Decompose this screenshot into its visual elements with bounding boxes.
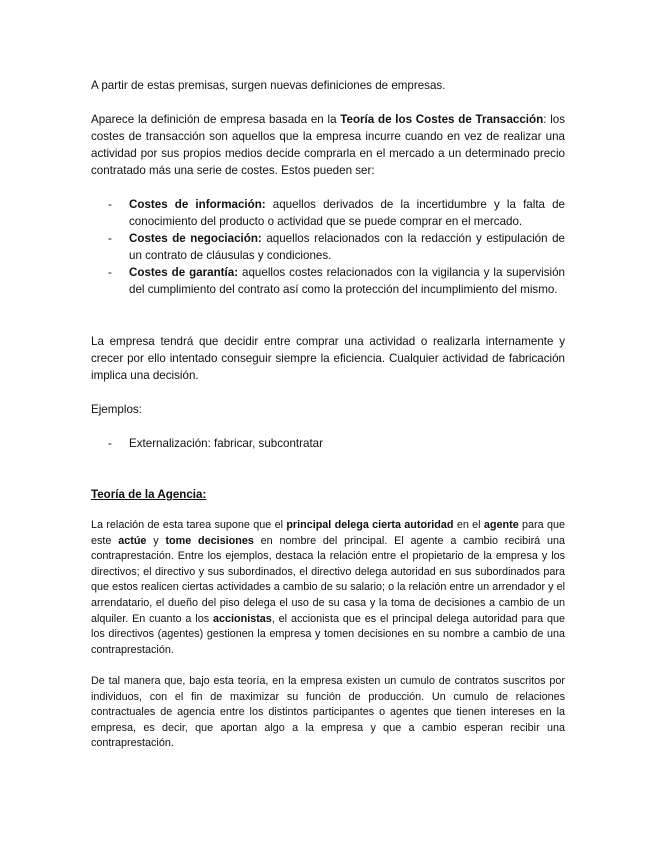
- agency-text: La relación de esta tarea supone que el: [91, 519, 287, 531]
- cost-description: aquellos derivados de la incertidumbre y la falta de conocimiento del producto o actividad que se puede comprar en el mercado.: [129, 198, 566, 228]
- agency-bold-term: accionistas: [212, 612, 272, 625]
- agency-bold-term: tome decisiones: [165, 534, 254, 547]
- list-bullet: -: [108, 232, 112, 245]
- intro-paragraph: A partir de estas premisas, surgen nuevas definiciones de empresas.: [91, 79, 446, 92]
- list-bullet: -: [108, 437, 112, 450]
- agency-text: en nombre del principal. El agente a cambio recibirá una contraprestación. Entre los ejemplos, destaca la relación entre el propietario de la empresa y los directivos; el directivo y sus subordinados, el directivo delega autoridad en sus subordinados para que estos realicen ciertas actividades a cambio de su salario; o la relación entre un arrendador y el arrendatario, el dueño del piso delega el uso de su casa y la toma de decisiones a cambio de un alquiler. En cuanto a los: [91, 534, 565, 625]
- decision-paragraph: La empresa tendrá que decidir entre comprar una actividad o realizarla internamente y crecer por ello intentado conseguir siempre la eficiencia. Cualquier actividad de fabricación implica una decisión.: [91, 335, 565, 382]
- final-paragraph: De tal manera que, bajo esta teoría, en la empresa existen un cumulo de contratos suscritos por individuos, con el fin de maximizar su función de producción. Un cumulo de relaciones contractuales de agencia entre los distintos participantes o agentes que tienen intereses en la empresa, es decir, que aportan algo a la empresa y que a cambio esperan recibir una contraprestación.: [91, 675, 565, 750]
- agency-text: , el accionista que es el principal delega autoridad para que los directivos (agentes) gestionen la empresa y tomen decisiones en su nombre a cambio de una contraprestación.: [91, 612, 565, 656]
- agency-text: y: [146, 534, 166, 547]
- transaction-costs-paragraph: [91, 111, 565, 179]
- cost-list-item-negotiation: [129, 230, 565, 264]
- cost-list-item-guarantee: [129, 264, 565, 298]
- agency-text: en el: [453, 519, 484, 531]
- list-bullet: -: [108, 198, 112, 211]
- agency-text: para que este: [91, 519, 565, 547]
- transaction-rest-text: : los costes de transacción son aquellos que la empresa incurre cuando en vez de realizar una actividad por sus propios medios decide comprarla en el mercado a un determinado precio contratado más una serie de costes. Estos pueden ser:: [91, 113, 566, 177]
- cost-description: aquellos costes relacionados con la vigilancia y la supervisión del cumplimiento del contrato así como la protección del incumplimiento del mismo.: [129, 266, 566, 296]
- cost-description: aquellos relacionados con la redacción y estipulación de un contrato de cláusulas y condiciones.: [129, 232, 566, 262]
- cost-term: Costes de información:: [129, 198, 266, 211]
- agency-theory-heading: Teoría de la Agencia:: [91, 488, 207, 501]
- cost-term: Costes de garantía:: [129, 266, 239, 279]
- cost-term: Costes de negociación:: [129, 232, 262, 245]
- transaction-lead-text: Aparece la definición de empresa basada en la: [91, 113, 341, 126]
- agency-paragraph: [91, 518, 565, 658]
- examples-label: Ejemplos:: [91, 403, 142, 416]
- transaction-theory-term: Teoría de los Costes de Transacción: [340, 113, 544, 126]
- list-bullet: -: [108, 266, 112, 279]
- cost-list-item-information: [129, 196, 565, 230]
- agency-bold-term: principal delega cierta autoridad: [286, 519, 454, 531]
- agency-bold-term: actúe: [118, 534, 147, 547]
- example-list-item: Externalización: fabricar, subcontratar: [129, 437, 323, 450]
- agency-bold-term: agente: [483, 519, 519, 531]
